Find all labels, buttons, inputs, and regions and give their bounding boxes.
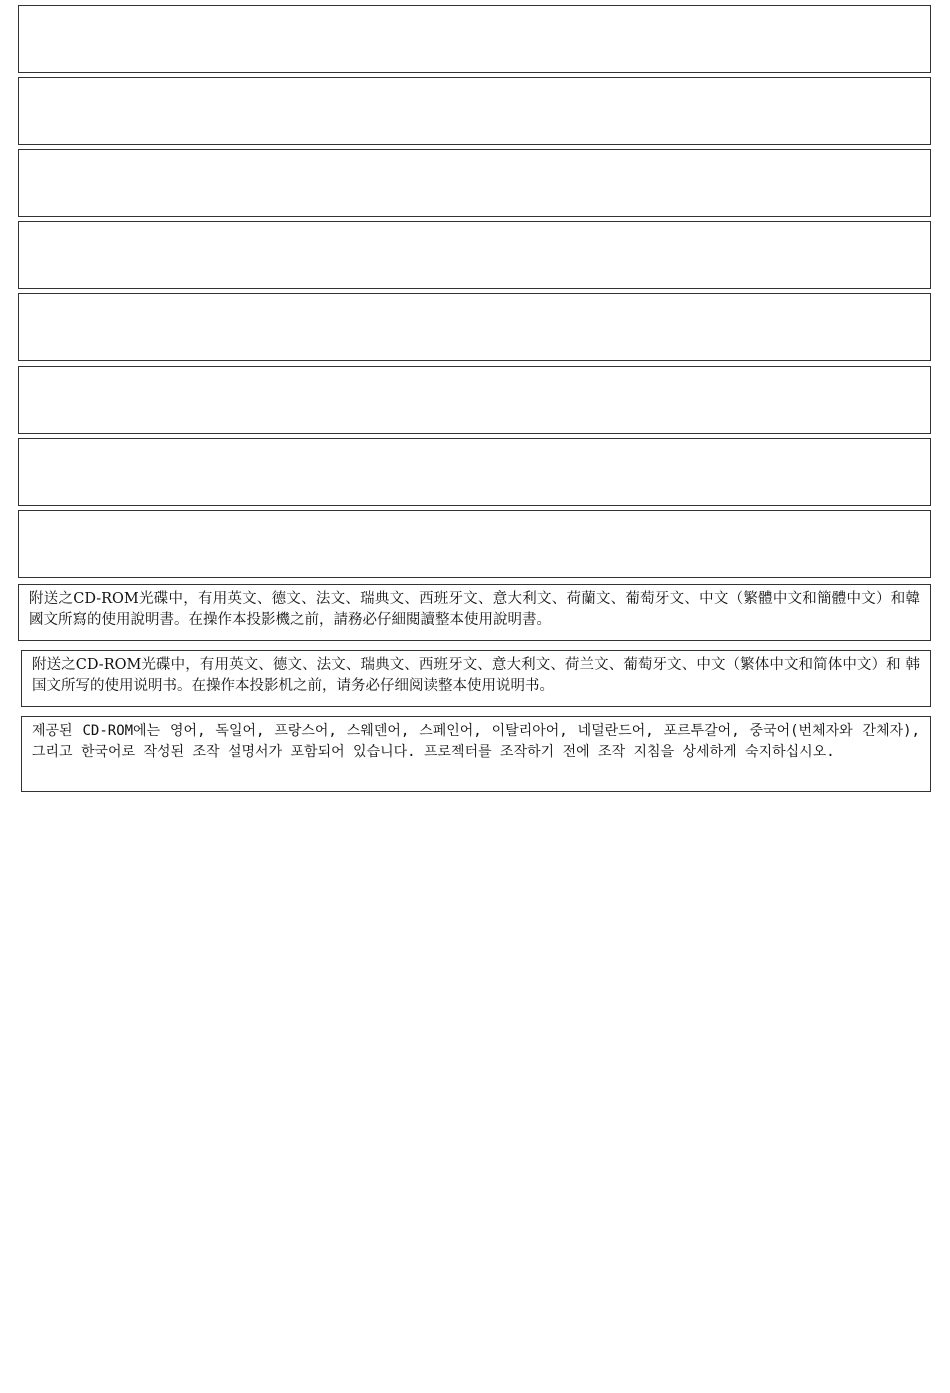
- traditional-chinese-notice-box: [18, 584, 931, 641]
- blank-notice-box-4: [18, 221, 931, 289]
- blank-notice-box-3: [18, 149, 931, 217]
- korean-notice-box: [21, 716, 931, 792]
- simplified-chinese-notice-text: 附送之CD-ROM光碟中，有用英文、德文、法文、瑞典文、西班牙文、意大利文、荷兰文、葡萄牙文、中文（繁体中文和简体中文）和 韩国文所写的使用说明书。在操作本投影机之前，请务必仔细阅读整本使用说明书。: [32, 657, 920, 694]
- blank-notice-box-8: [18, 510, 931, 578]
- blank-notice-box-5: [18, 293, 931, 361]
- blank-notice-box-1: [18, 5, 931, 73]
- blank-notice-box-2: [18, 77, 931, 145]
- simplified-chinese-notice-box: [21, 650, 931, 707]
- korean-notice-text: 제공된 CD-ROM에는 영어, 독일어, 프랑스어, 스웨덴어, 스페인어, 이탈리아어, 네덜란드어, 포르투갈어, 중국어(번체자와 간체자), 그리고 한국어로 작성된 조작 설명서가 포함되어 있습니다. 프로젝터를 조작하기 전에 조작 지침을 상세하게 숙지하십시오.: [32, 723, 920, 760]
- blank-notice-box-7: [18, 438, 931, 506]
- blank-notice-box-6: [18, 366, 931, 434]
- traditional-chinese-notice-text: 附送之CD-ROM光碟中，有用英文、德文、法文、瑞典文、西班牙文、意大利文、荷蘭文、葡萄牙文、中文（繁體中文和簡體中文）和韓國文所寫的使用說明書。在操作本投影機之前，請務必仔細閱讀整本使用說明書。: [29, 591, 920, 628]
